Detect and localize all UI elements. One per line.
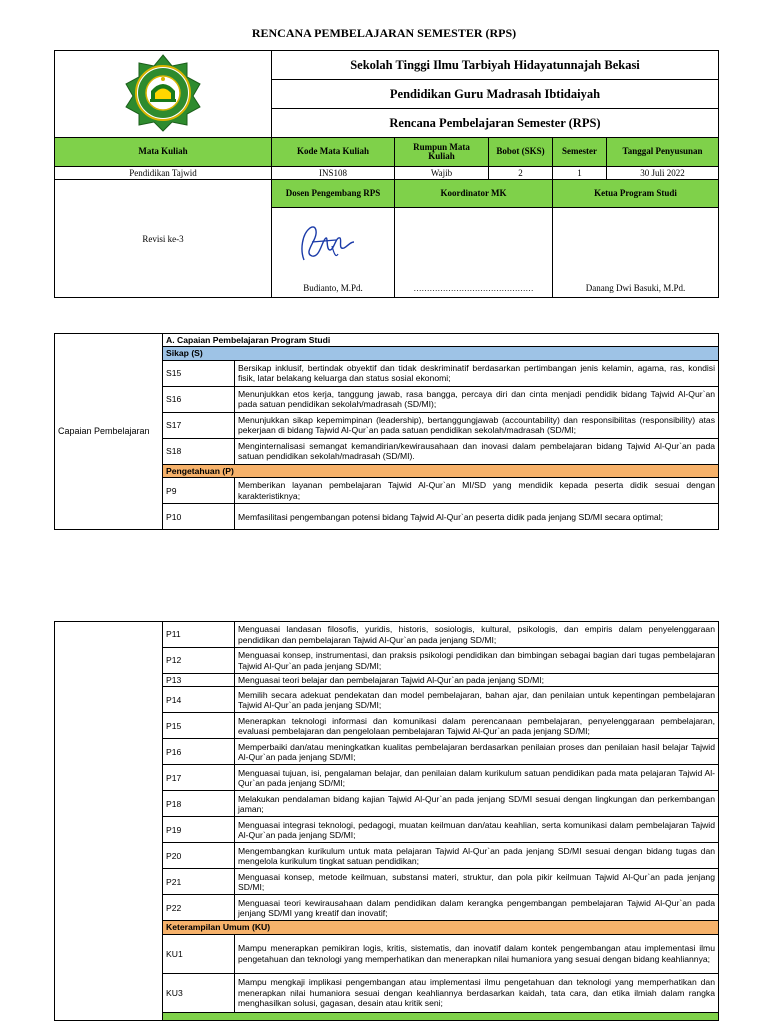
val-mata-kuliah: Pendidikan Tajwid [55, 167, 272, 180]
row-text: Menguasai konsep, metode keilmuan, substansi materi, struktur, dan pola pikir keilmuan Tajwid Al-Qur`an pada jenjang SD/MI; [235, 869, 719, 895]
sikap-label: Sikap (S) [163, 347, 719, 360]
capaian-table-2 [54, 621, 719, 1021]
val-rumpun: Wajib [395, 167, 489, 180]
row-code: P21 [163, 869, 235, 895]
col-semester: Semester [553, 138, 607, 167]
col-rumpun: Rumpun Mata Kuliah [395, 138, 489, 167]
row-text: Menunjukkan etos kerja, tanggung jawab, rasa bangga, percaya diri dan cinta menjadi pendidik bidang Tajwid Al-Qur`an pada satuan pendidikan sekolah/madrasah (SD/MI); [235, 386, 719, 412]
row-text: Mampu menerapkan pemikiran logis, kritis, sistematis, dan inovatif dalam kontek pengembangan atau implementasi ilmu pengetahuan dan teknologi yang memperhatikan dan menerapkan nilai humaniora yang sesuai dengan bidang keahliannya; [235, 934, 719, 973]
row-code: P19 [163, 817, 235, 843]
row-text: Menguasai konsep, instrumentasi, dan praksis psikologi pendidikan dan bimbingan sebagai bagian dari tugas pembelajaran Tajwid Al-Qur`an pada jenjang SD/MI; [235, 648, 719, 674]
row-text: Menginternalisasi semangat kemandirian/kewirausahaan dan inovasi dalam pembelajaran bidang Tajwid Al-Qur`an pada satuan pendidikan sekolah/madrasah (SD/MI). [235, 438, 719, 464]
sign-header-koordinator: Koordinator MK [395, 180, 553, 208]
capaian-label-continued [55, 622, 163, 1021]
row-code: KU1 [163, 934, 235, 973]
row-code: P13 [163, 674, 235, 687]
row-text: Menerapkan teknologi informasi dan komunikasi dalam perencanaan pembelajaran, penyelenggaraan pembelajaran, evaluasi pembelajaran dan pengelolaan pembelajaran Tajwid Al-Qur`an pada jenjang SD/MI; [235, 713, 719, 739]
sign-ketua-cell [553, 208, 719, 298]
row-code: P15 [163, 713, 235, 739]
row-text: Mengembangkan kurikulum untuk mata pelajaran Tajwid Al-Qur`an pada jenjang SD/MI sesuai dengan bidang tugas dan mengelola kurikulum tingkat satuan pendidikan; [235, 843, 719, 869]
rps-header-table [54, 50, 719, 298]
col-kode: Kode Mata Kuliah [272, 138, 395, 167]
table-row [55, 622, 719, 648]
val-semester: 1 [553, 167, 607, 180]
row-text: Menguasai tujuan, isi, pengalaman belajar, dan penilaian dalam kurikulum satuan pendidikan pada mata pelajaran Tajwid Al-Qur`an pada jenjang SD/MI; [235, 765, 719, 791]
row-code: S15 [163, 360, 235, 386]
row-code: P18 [163, 791, 235, 817]
revisi-cell: Revisi ke-3 [55, 180, 272, 298]
row-code: P14 [163, 687, 235, 713]
ku-label: Keterampilan Umum (KU) [163, 921, 719, 934]
row-code: P20 [163, 843, 235, 869]
document-title: RENCANA PEMBELAJARAN SEMESTER (RPS) [251, 26, 517, 40]
institution-logo [119, 53, 207, 133]
val-tanggal: 30 Juli 2022 [607, 167, 719, 180]
sign-header-ketua: Ketua Program Studi [553, 180, 719, 208]
sign-name-koordinator: ……………………………………… [413, 284, 534, 293]
row-text: Melakukan pendalaman bidang kajian Tajwid Al-Qur`an pada jenjang SD/MI sesuai dengan lingkungan dan perkembangan jaman; [235, 791, 719, 817]
pengetahuan-label: Pengetahuan (P) [163, 464, 719, 477]
row-code: P10 [163, 504, 235, 530]
sign-header-dosen: Dosen Pengembang RPS [272, 180, 395, 208]
sign-dosen-cell [272, 208, 395, 298]
program-name: Pendidikan Guru Madrasah Ibtidaiyah [272, 80, 719, 109]
next-section-strip [163, 1012, 719, 1020]
row-text: Menguasai teori belajar dan pembelajaran Tajwid Al-Qur`an pada jenjang SD/MI; [235, 674, 719, 687]
row-code: S16 [163, 386, 235, 412]
row-text: Menguasai integrasi teknologi, pedagogi, muatan keilmuan dan/atau keahlian, serta komunikasi dalam pembelajaran Tajwid Al-Qur`an pada jenjang SD/MI; [235, 817, 719, 843]
col-bobot: Bobot (SKS) [489, 138, 553, 167]
row-code: P22 [163, 895, 235, 921]
sign-name-dosen: Budianto, M.Pd. [303, 283, 363, 293]
row-text: Memilih secara adekuat pendekatan dan model pembelajaran, bahan ajar, dan penilaian untuk kepentingan pembelajaran Tajwid Al-Qur`an pada jenjang SD/MI; [235, 687, 719, 713]
sign-koordinator-cell [395, 208, 553, 298]
logo-cell [55, 51, 272, 138]
row-text: Menguasai teori kewirausahaan dalam pendidikan dalam kerangka pengembangan pembelajaran Tajwid Al-Qur`an pada jenjang SD/MI yang kreatif dan inovatif; [235, 895, 719, 921]
sign-name-ketua: Danang Dwi Basuki, M.Pd. [585, 283, 686, 293]
signature-image [292, 220, 362, 270]
row-text: Bersikap inklusif, bertindak obyektif dan tidak deskriminatif berdasarkan pertimbangan jenis kelamin, agama, ras, kondisi fisik, latar belakang keluarga dan status sosial ekonomi; [235, 360, 719, 386]
col-tanggal: Tanggal Penyusunan [607, 138, 719, 167]
row-text: Memberikan layanan pembelajaran Tajwid Al-Qur`an MI/SD yang mendidik kepada peserta didik sesuai dengan karakteristiknya; [235, 478, 719, 504]
row-code: P16 [163, 739, 235, 765]
val-kode: INS108 [272, 167, 395, 180]
capaian-label: Capaian Pembelajaran [55, 334, 163, 530]
row-text: Mampu mengkaji implikasi pengembangan atau implementasi ilmu pengetahuan dan teknologi yang memperhatikan dan menerapkan nilai humaniora sesuai dengan keahliannya berdasarkan kaidah, tata cara, dan etika ilmiah dalam rangka menghasilkan solusi, gagasan, desain atau kritik seni; [235, 973, 719, 1012]
row-code: S18 [163, 438, 235, 464]
institution-name: Sekolah Tinggi Ilmu Tarbiyah Hidayatunnajah Bekasi [272, 51, 719, 80]
row-text: Memfasilitasi pengembangan potensi bidang Tajwid Al-Qur`an peserta didik pada jenjang SD/MI secara optimal; [235, 504, 719, 530]
capaian-table-1 [54, 333, 719, 530]
row-text: Menguasai landasan filosofis, yuridis, historis, sosiologis, kultural, psikologis, dan empiris dalam penyelenggaraan pendidikan dan pembelajaran Tajwid Al-Qur`an pada jenjang SD/MI; [235, 622, 719, 648]
row-text: Memperbaiki dan/atau meningkatkan kualitas pembelajaran berdasarkan penilaian proses dan penilaian hasil belajar Tajwid Al-Qur`an pada jenjang SD/MI; [235, 739, 719, 765]
col-mata-kuliah: Mata Kuliah [55, 138, 272, 167]
val-bobot: 2 [489, 167, 553, 180]
row-code: P12 [163, 648, 235, 674]
row-text: Menunjukkan sikap kepemimpinan (leadership), bertanggungjawab (accountability) dan responsibilitas (responsibility) atas pekerjaan di bidang Tajwid Al-Qur`an pada satuan pendidikan sekolah/madrasah (SD/MI; [235, 412, 719, 438]
row-code: P17 [163, 765, 235, 791]
row-code: P11 [163, 622, 235, 648]
row-code: S17 [163, 412, 235, 438]
section-a-title: A. Capaian Pembelajaran Program Studi [163, 334, 719, 347]
row-code: P9 [163, 478, 235, 504]
row-code: KU3 [163, 973, 235, 1012]
document-name: Rencana Pembelajaran Semester (RPS) [272, 109, 719, 138]
